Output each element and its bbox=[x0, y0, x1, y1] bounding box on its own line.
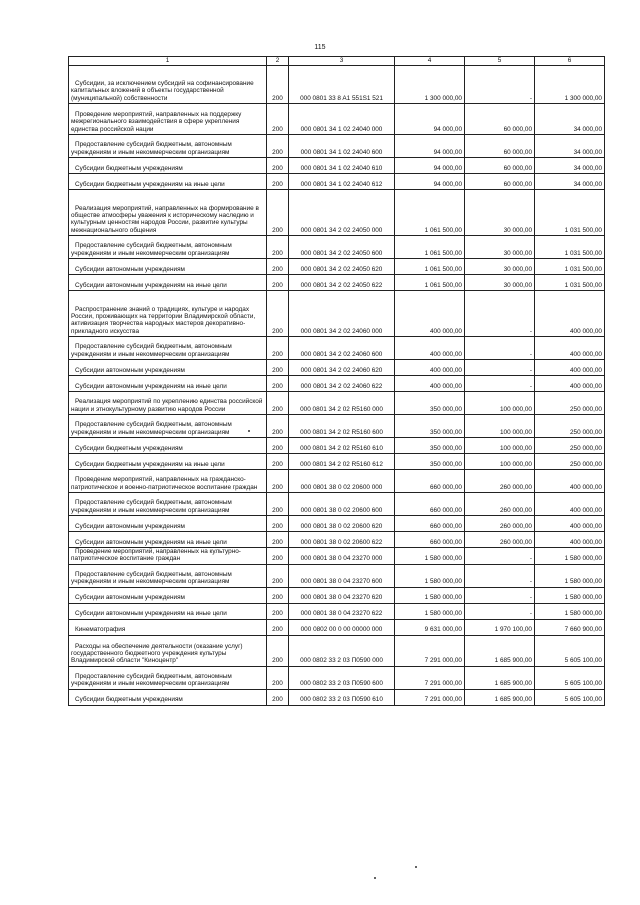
row-budget-code: 000 0801 38 0 02 20600 600 bbox=[289, 493, 395, 516]
row-name-text: Субсидии автономным учреждениям bbox=[75, 265, 185, 273]
row-budget-code: 000 0802 33 2 03 П0590 600 bbox=[289, 666, 395, 689]
row-amount-regional: 5 605 100,00 bbox=[535, 635, 605, 666]
row-budget-code: 000 0801 34 2 02 24060 000 bbox=[289, 291, 395, 337]
row-name bbox=[69, 190, 267, 236]
row-amount-regional: 250 000,00 bbox=[535, 392, 605, 415]
row-budget-code: 000 0801 34 1 02 24040 610 bbox=[289, 158, 395, 174]
row-amount-total: 660 000,00 bbox=[395, 532, 465, 548]
row-budget-code: 000 0801 34 2 02 R5160 600 bbox=[289, 415, 395, 438]
row-budget-code: 000 0801 38 0 04 23270 600 bbox=[289, 564, 395, 587]
row-amount-regional: 1 031 500,00 bbox=[535, 236, 605, 259]
row-amount-federal: 30 000,00 bbox=[465, 275, 535, 291]
row-name bbox=[69, 532, 267, 548]
row-budget-code: 000 0801 34 1 02 24040 612 bbox=[289, 174, 395, 190]
row-amount-total: 400 000,00 bbox=[395, 291, 465, 337]
row-amount-federal: 1 970 100,00 bbox=[465, 619, 535, 635]
row-budget-code: 000 0801 34 2 02 R5160 610 bbox=[289, 438, 395, 454]
row-budget-code: 000 0801 34 2 02 24060 622 bbox=[289, 376, 395, 392]
row-budget-code: 000 0801 38 0 02 20600 620 bbox=[289, 516, 395, 532]
row-budget-code: 000 0801 38 0 04 23270 622 bbox=[289, 603, 395, 619]
row-amount-federal: 1 685 900,00 bbox=[465, 635, 535, 666]
row-name-text: Проведение мероприятий, направленных на гражданско-патриотическое и военно-патриотическое воспитание граждан bbox=[71, 476, 258, 491]
row-amount-total: 350 000,00 bbox=[395, 454, 465, 470]
row-amount-federal: 60 000,00 bbox=[465, 135, 535, 158]
row-amount-regional: 34 000,00 bbox=[535, 158, 605, 174]
row-admin-code: 200 bbox=[267, 275, 289, 291]
row-amount-federal: - bbox=[465, 548, 535, 565]
row-amount-regional: 1 031 500,00 bbox=[535, 275, 605, 291]
row-amount-federal: 30 000,00 bbox=[465, 190, 535, 236]
table-row bbox=[69, 493, 605, 516]
row-name-text: Субсидии бюджетным учреждениям bbox=[75, 164, 183, 172]
row-amount-federal: 100 000,00 bbox=[465, 415, 535, 438]
row-amount-federal: - bbox=[465, 337, 535, 360]
row-admin-code: 200 bbox=[267, 564, 289, 587]
row-admin-code: 200 bbox=[267, 376, 289, 392]
row-name bbox=[69, 587, 267, 603]
row-name-text: Субсидии, за исключением субсидий на софинансирование капитальных вложений в объекты государственной (муниципальной) собственности bbox=[71, 80, 254, 102]
table-row bbox=[69, 337, 605, 360]
row-admin-code: 200 bbox=[267, 392, 289, 415]
row-name bbox=[69, 516, 267, 532]
row-amount-regional: 400 000,00 bbox=[535, 360, 605, 376]
row-budget-code: 000 0801 38 0 04 23270 000 bbox=[289, 548, 395, 565]
row-admin-code: 200 bbox=[267, 666, 289, 689]
row-admin-code: 200 bbox=[267, 337, 289, 360]
table-row bbox=[69, 158, 605, 174]
row-amount-regional: 1 580 000,00 bbox=[535, 587, 605, 603]
table-row bbox=[69, 689, 605, 705]
table-row bbox=[69, 438, 605, 454]
row-name-text: Предоставление субсидий бюджетным, автономным учреждениям и иным некоммерческим организациям bbox=[71, 421, 232, 436]
row-admin-code: 200 bbox=[267, 158, 289, 174]
row-name-text: Субсидии бюджетным учреждениям на иные цели bbox=[75, 180, 225, 188]
table-row bbox=[69, 532, 605, 548]
row-budget-code: 000 0801 34 2 02 24060 600 bbox=[289, 337, 395, 360]
row-amount-total: 1 580 000,00 bbox=[395, 587, 465, 603]
row-name bbox=[69, 454, 267, 470]
table-row bbox=[69, 666, 605, 689]
table-row bbox=[69, 516, 605, 532]
row-name bbox=[69, 236, 267, 259]
table-row bbox=[69, 135, 605, 158]
row-name bbox=[69, 392, 267, 415]
row-name bbox=[69, 470, 267, 493]
row-amount-federal: - bbox=[465, 66, 535, 104]
row-budget-code: 000 0801 34 2 02 24050 600 bbox=[289, 236, 395, 259]
table-row bbox=[69, 564, 605, 587]
row-admin-code: 200 bbox=[267, 532, 289, 548]
row-name-text: Субсидии бюджетным учреждениям bbox=[75, 444, 183, 452]
row-name bbox=[69, 135, 267, 158]
column-header: 6 bbox=[535, 57, 605, 66]
row-name bbox=[69, 291, 267, 337]
row-amount-regional: 400 000,00 bbox=[535, 470, 605, 493]
row-amount-regional: 400 000,00 bbox=[535, 337, 605, 360]
table-row bbox=[69, 376, 605, 392]
table-row bbox=[69, 190, 605, 236]
row-amount-federal: 30 000,00 bbox=[465, 259, 535, 275]
row-name bbox=[69, 104, 267, 135]
row-name-text: Проведение мероприятий, направленных на культурно-патриотическое воспитание граждан bbox=[71, 548, 241, 563]
row-name bbox=[69, 376, 267, 392]
row-amount-total: 400 000,00 bbox=[395, 360, 465, 376]
row-amount-federal: 1 685 900,00 bbox=[465, 666, 535, 689]
table-row bbox=[69, 587, 605, 603]
column-header: 1 bbox=[69, 57, 267, 66]
budget-table bbox=[68, 56, 605, 706]
table-body bbox=[69, 66, 605, 706]
row-amount-federal: - bbox=[465, 564, 535, 587]
row-admin-code: 200 bbox=[267, 689, 289, 705]
row-amount-regional: 400 000,00 bbox=[535, 376, 605, 392]
row-budget-code: 000 0801 34 2 02 24060 620 bbox=[289, 360, 395, 376]
row-amount-total: 1 061 500,00 bbox=[395, 259, 465, 275]
row-name bbox=[69, 493, 267, 516]
row-amount-total: 660 000,00 bbox=[395, 516, 465, 532]
scan-speck bbox=[374, 877, 376, 879]
row-admin-code: 200 bbox=[267, 635, 289, 666]
table-row bbox=[69, 619, 605, 635]
row-amount-federal: 260 000,00 bbox=[465, 493, 535, 516]
column-header: 3 bbox=[289, 57, 395, 66]
row-amount-regional: 400 000,00 bbox=[535, 291, 605, 337]
row-amount-federal: 30 000,00 bbox=[465, 236, 535, 259]
table-row bbox=[69, 603, 605, 619]
row-name bbox=[69, 337, 267, 360]
row-name-text: Субсидии бюджетным учреждениям на иные цели bbox=[75, 460, 225, 468]
row-budget-code: 000 0801 34 1 02 24040 600 bbox=[289, 135, 395, 158]
row-amount-federal: 60 000,00 bbox=[465, 104, 535, 135]
row-name bbox=[69, 603, 267, 619]
row-name-text: Предоставление субсидий бюджетным, автономным учреждениям и иным некоммерческим организациям bbox=[71, 242, 232, 257]
row-name-text: Субсидии бюджетным учреждениям bbox=[75, 696, 183, 704]
row-admin-code: 200 bbox=[267, 190, 289, 236]
row-name-text: Расходы на обеспечение деятельности (оказание услуг) государственного бюджетного учреждения культуры Владимирской области "Киноцентр" bbox=[71, 642, 243, 665]
row-amount-total: 9 631 000,00 bbox=[395, 619, 465, 635]
row-name bbox=[69, 635, 267, 666]
table-row bbox=[69, 104, 605, 135]
row-amount-federal: - bbox=[465, 587, 535, 603]
table-row bbox=[69, 392, 605, 415]
row-budget-code: 000 0801 33 8 A1 551S1 521 bbox=[289, 66, 395, 104]
row-amount-total: 400 000,00 bbox=[395, 337, 465, 360]
row-amount-federal: 60 000,00 bbox=[465, 158, 535, 174]
row-amount-total: 94 000,00 bbox=[395, 174, 465, 190]
row-amount-federal: 1 685 900,00 bbox=[465, 689, 535, 705]
row-amount-regional: 400 000,00 bbox=[535, 493, 605, 516]
table-row bbox=[69, 259, 605, 275]
row-budget-code: 000 0802 33 2 03 П0590 610 bbox=[289, 689, 395, 705]
row-amount-regional: 1 580 000,00 bbox=[535, 603, 605, 619]
row-admin-code: 200 bbox=[267, 66, 289, 104]
page-number: 115 bbox=[314, 44, 326, 51]
table-row bbox=[69, 470, 605, 493]
table-row bbox=[69, 291, 605, 337]
row-name-text: Субсидии автономным учреждениям bbox=[75, 594, 185, 602]
row-amount-total: 1 580 000,00 bbox=[395, 548, 465, 565]
row-amount-regional: 5 605 100,00 bbox=[535, 666, 605, 689]
row-amount-total: 7 291 000,00 bbox=[395, 689, 465, 705]
row-name bbox=[69, 259, 267, 275]
row-admin-code: 200 bbox=[267, 619, 289, 635]
row-budget-code: 000 0801 34 2 02 R5160 000 bbox=[289, 392, 395, 415]
row-name-text: Предоставление субсидий бюджетным, автономным учреждениям и иным некоммерческим организациям bbox=[71, 499, 232, 514]
row-budget-code: 000 0801 38 0 04 23270 620 bbox=[289, 587, 395, 603]
row-amount-total: 1 061 500,00 bbox=[395, 190, 465, 236]
row-amount-regional: 1 031 500,00 bbox=[535, 259, 605, 275]
row-budget-code: 000 0801 38 0 02 20600 000 bbox=[289, 470, 395, 493]
row-name-text: Субсидии автономным учреждениям bbox=[75, 522, 185, 530]
row-admin-code: 200 bbox=[267, 236, 289, 259]
row-amount-total: 94 000,00 bbox=[395, 104, 465, 135]
row-amount-total: 7 291 000,00 bbox=[395, 635, 465, 666]
row-name-text: Реализация мероприятий, направленных на формирование в обществе атмосферы уважения к историческому наследию и культурным ценностям народов России, развитие культуры межнационального общения bbox=[71, 204, 259, 234]
row-name-text: Предоставление субсидий бюджетным, автономным учреждениям и иным некоммерческим организациям bbox=[71, 141, 232, 156]
row-amount-regional: 250 000,00 bbox=[535, 454, 605, 470]
row-amount-regional: 250 000,00 bbox=[535, 438, 605, 454]
row-admin-code: 200 bbox=[267, 438, 289, 454]
row-amount-regional: 5 605 100,00 bbox=[535, 689, 605, 705]
row-name-text: Предоставление субсидий бюджетным, автономным учреждениям и иным некоммерческим организациям bbox=[71, 571, 232, 586]
row-amount-regional: 1 300 000,00 bbox=[535, 66, 605, 104]
row-name bbox=[69, 66, 267, 104]
row-name-text: Субсидии автономным учреждениям на иные цели bbox=[75, 538, 227, 546]
row-budget-code: 000 0801 34 2 02 24050 620 bbox=[289, 259, 395, 275]
row-amount-regional: 250 000,00 bbox=[535, 415, 605, 438]
row-amount-regional: 1 580 000,00 bbox=[535, 548, 605, 565]
row-budget-code: 000 0801 34 2 02 24050 622 bbox=[289, 275, 395, 291]
table-row bbox=[69, 415, 605, 438]
scan-speck bbox=[248, 430, 250, 432]
row-amount-federal: - bbox=[465, 603, 535, 619]
row-name-text: Реализация мероприятий по укреплению единства российской нации и этнокультурному развитию народов России bbox=[71, 398, 263, 413]
table-row bbox=[69, 174, 605, 190]
row-budget-code: 000 0801 34 2 02 R5160 612 bbox=[289, 454, 395, 470]
column-header: 2 bbox=[267, 57, 289, 66]
table-row bbox=[69, 236, 605, 259]
row-amount-total: 7 291 000,00 bbox=[395, 666, 465, 689]
row-name bbox=[69, 415, 267, 438]
row-name-text: Субсидии автономным учреждениям на иные цели bbox=[75, 382, 227, 390]
row-name bbox=[69, 174, 267, 190]
row-amount-total: 1 580 000,00 bbox=[395, 564, 465, 587]
row-admin-code: 200 bbox=[267, 603, 289, 619]
row-amount-total: 350 000,00 bbox=[395, 415, 465, 438]
row-name-text: Предоставление субсидий бюджетным, автономным учреждениям и иным некоммерческим организациям bbox=[71, 343, 232, 358]
row-amount-federal: 260 000,00 bbox=[465, 532, 535, 548]
row-amount-total: 1 300 000,00 bbox=[395, 66, 465, 104]
row-amount-total: 400 000,00 bbox=[395, 376, 465, 392]
row-amount-federal: 260 000,00 bbox=[465, 470, 535, 493]
row-budget-code: 000 0802 33 2 03 П0590 000 bbox=[289, 635, 395, 666]
row-amount-federal: - bbox=[465, 376, 535, 392]
row-admin-code: 200 bbox=[267, 135, 289, 158]
row-amount-total: 350 000,00 bbox=[395, 392, 465, 415]
row-name-text: Распространение знаний о традициях, культуре и народах России, проживающих на территории Владимирской области, активизация творчества народных мастеров декоративно-прикладного искусства bbox=[71, 305, 256, 335]
row-admin-code: 200 bbox=[267, 360, 289, 376]
row-admin-code: 200 bbox=[267, 587, 289, 603]
row-admin-code: 200 bbox=[267, 454, 289, 470]
row-amount-total: 660 000,00 bbox=[395, 493, 465, 516]
row-admin-code: 200 bbox=[267, 174, 289, 190]
row-admin-code: 200 bbox=[267, 516, 289, 532]
row-admin-code: 200 bbox=[267, 259, 289, 275]
row-admin-code: 200 bbox=[267, 493, 289, 516]
row-name bbox=[69, 619, 267, 635]
column-header: 4 bbox=[395, 57, 465, 66]
row-amount-regional: 34 000,00 bbox=[535, 104, 605, 135]
row-amount-regional: 7 660 900,00 bbox=[535, 619, 605, 635]
row-amount-regional: 34 000,00 bbox=[535, 174, 605, 190]
row-amount-total: 1 061 500,00 bbox=[395, 275, 465, 291]
table-row bbox=[69, 66, 605, 104]
row-amount-regional: 34 000,00 bbox=[535, 135, 605, 158]
column-number-row bbox=[69, 57, 605, 66]
table-row bbox=[69, 275, 605, 291]
row-name bbox=[69, 666, 267, 689]
row-amount-regional: 400 000,00 bbox=[535, 532, 605, 548]
row-admin-code: 200 bbox=[267, 415, 289, 438]
row-name-text: Предоставление субсидий бюджетным, автономным учреждениям и иным некоммерческим организациям bbox=[71, 673, 232, 688]
row-budget-code: 000 0801 34 2 02 24050 000 bbox=[289, 190, 395, 236]
row-amount-total: 94 000,00 bbox=[395, 158, 465, 174]
row-budget-code: 000 0802 00 0 00 00000 000 bbox=[289, 619, 395, 635]
row-name bbox=[69, 564, 267, 587]
row-name bbox=[69, 360, 267, 376]
table-row bbox=[69, 360, 605, 376]
row-name bbox=[69, 158, 267, 174]
table-row bbox=[69, 635, 605, 666]
row-admin-code: 200 bbox=[267, 104, 289, 135]
row-name-text: Кинематография bbox=[75, 626, 126, 634]
row-amount-federal: 260 000,00 bbox=[465, 516, 535, 532]
row-amount-federal: - bbox=[465, 360, 535, 376]
row-amount-total: 1 061 500,00 bbox=[395, 236, 465, 259]
row-name bbox=[69, 689, 267, 705]
row-amount-federal: 60 000,00 bbox=[465, 174, 535, 190]
row-amount-regional: 400 000,00 bbox=[535, 516, 605, 532]
row-amount-regional: 1 031 500,00 bbox=[535, 190, 605, 236]
row-amount-federal: 100 000,00 bbox=[465, 392, 535, 415]
row-admin-code: 200 bbox=[267, 291, 289, 337]
row-admin-code: 200 bbox=[267, 548, 289, 565]
row-budget-code: 000 0801 34 1 02 24040 000 bbox=[289, 104, 395, 135]
row-amount-total: 350 000,00 bbox=[395, 438, 465, 454]
row-amount-federal: 100 000,00 bbox=[465, 438, 535, 454]
row-amount-total: 94 000,00 bbox=[395, 135, 465, 158]
table-row bbox=[69, 454, 605, 470]
row-name bbox=[69, 548, 267, 565]
row-amount-federal: 100 000,00 bbox=[465, 454, 535, 470]
row-name-text: Субсидии автономным учреждениям bbox=[75, 366, 185, 374]
row-name-text: Субсидии автономным учреждениям на иные цели bbox=[75, 610, 227, 618]
row-name bbox=[69, 438, 267, 454]
row-amount-total: 660 000,00 bbox=[395, 470, 465, 493]
row-amount-regional: 1 580 000,00 bbox=[535, 564, 605, 587]
column-header: 5 bbox=[465, 57, 535, 66]
row-name-text: Проведение мероприятий, направленных на поддержку межрегионального взаимодействия в сфере укрепления единства российской нации bbox=[71, 111, 242, 133]
scan-speck bbox=[415, 866, 417, 868]
row-name bbox=[69, 275, 267, 291]
row-amount-total: 1 580 000,00 bbox=[395, 603, 465, 619]
row-amount-federal: - bbox=[465, 291, 535, 337]
row-name-text: Субсидии автономным учреждениям на иные цели bbox=[75, 281, 227, 289]
table-row bbox=[69, 548, 605, 565]
row-budget-code: 000 0801 38 0 02 20600 622 bbox=[289, 532, 395, 548]
row-admin-code: 200 bbox=[267, 470, 289, 493]
